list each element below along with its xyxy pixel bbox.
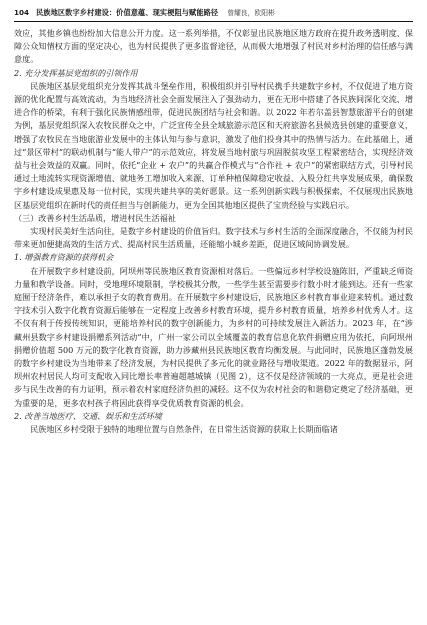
header-rule — [14, 21, 413, 22]
article-authors: 曾耀良，欧阳彬 — [227, 9, 275, 17]
journal-title: 民族地区数字乡村建设：价值意蕴、现实梗阻与赋能路径 — [36, 8, 219, 17]
article-body — [14, 27, 413, 436]
running-head — [14, 8, 413, 20]
page-number: 104 — [14, 8, 30, 17]
paragraph-continuation: 效应，其他乡镇也纷纷加大信息公开力度。这一系列举措，不仅彰显出民族地区地方政府在提升政务透明度、保障公众知情权方面的坚定决心，也为村民提供了更多监督途径，从而极大地增强了村民对乡村治理的信任感与满意度。 — [14, 28, 413, 65]
paragraph-environment: 民族地区乡村受限于独特的地理位置与自然条件，在日常生活资源的获取上长期面临诸 — [30, 424, 338, 435]
section-heading-living-quality: （三）改善乡村生活品质，增进村民生活福祉 — [14, 212, 176, 223]
subheading-environment: 2. 改善当地医疗、交通、娱乐和生活环境 — [14, 410, 162, 421]
subheading-education: 1. 增强教育资源的获得机会 — [14, 252, 114, 263]
subheading-party-leadership: 2. 充分发挥基层党组织的引领作用 — [14, 67, 138, 78]
paragraph-education: 在开展数字乡村建设前，阿坝州等民族地区教育资源相对落后。一些偏远乡村学校设施陈旧，严重缺乏师资力量和教学设备。同时，受地理环境限制，学校极其分散，一些学生甚至需要步行数小时才能到达。还有一些家庭囿于经济条件，难以承担子女的教育费用。在开展数字乡村建设后，民族地区乡村教育事业迎来转机。通过数字技术引入数字化教育资源后能够在一定程度上改善乡村教育环境，提升乡村教育质量，培养乡村优秀人才。这不仅有利于传授传统知识，更能培养村民的数字创新能力，为乡村的可持续发展注入新活力。2023 年，在“涉藏州县数字乡村建设捐赠系列活动”中，广州一家公司以全域覆盖的教育信息化软件捐赠应用为依托，向阿坝州捐赠价值超 500 万元的数字化教育资源，助力涉藏州县民族地区教育均衡发展。与此同时，民族地区蓬勃发展的数字乡村建设为当地带来了经济发展，为村民提供了多元化的就业路径与增收渠道。2022 年的数据显示，阿坝州农村居民人均可支配收入同比增长率普遍超越城镇（见图 2），这不仅是经济领域的一大亮点，更是社会进步与民生改善的有力证明，预示着农村家庭经济负担的减轻。这不仅为农村社会的和谐稳定奠定了经济基础，更为重要的是，更多农村孩子将因此获得享受优质教育资源的机会。 — [14, 265, 413, 408]
paragraph-party-leadership: 民族地区基层党组织充分发挥其战斗堡垒作用，积极组织并引导村民携手共建数字乡村，不仅促进了地方资源的优化配置与高效流动，为当地经济社会全面发展注入了强劲动力，更在无形中搭建了各民族间深化交流、增进合作的桥梁，有利于强化民族情感纽带，促进民族团结与社会和谐。以 2022 年若尔盖县智慧旅游平台的创建为例，基层党组织深入农牧民群众之中，广泛宣传全县全域旅游示范区和天府旅游名县候选县创建的重要意义，增强了农牧民在当地旅游业发展中的主体认知与参与意识，激发了他们投身其中的热情与活力。在此基础上，通过“景区带村”的联动机制与“能人带户”的示范效应，将发展当地村旅与巩固脱贫攻坚工程紧密结合，实现经济效益与社会效益的双赢。同时，依托“企业 + 农户”的共赢合作模式与“合作社 + 农户”的紧密联结方式，引导村民通过土地流转实现资源增值、就地务工增加收入来源、订单种植保障稳定收益、入股分红共享发展成果，确保数字乡村建设成果惠及每一位村民，实现共建共享的美好愿景。这一系列创新实践与积极探索，不仅展现出民族地区基层党组织在新时代的责任担当与创新能力，更为全国其他地区提供了宝贵经验与实践启示。 — [14, 80, 413, 210]
paragraph-living-quality-intro: 实现村民美好生活向往，是数字乡村建设的价值旨归。数字技术与乡村生活的全面深度融合，不仅能为村民带来更加便捷高效的生活方式、提高村民生活质量，还能缩小城乡差距，促进区域间协调发展。 — [14, 226, 413, 250]
